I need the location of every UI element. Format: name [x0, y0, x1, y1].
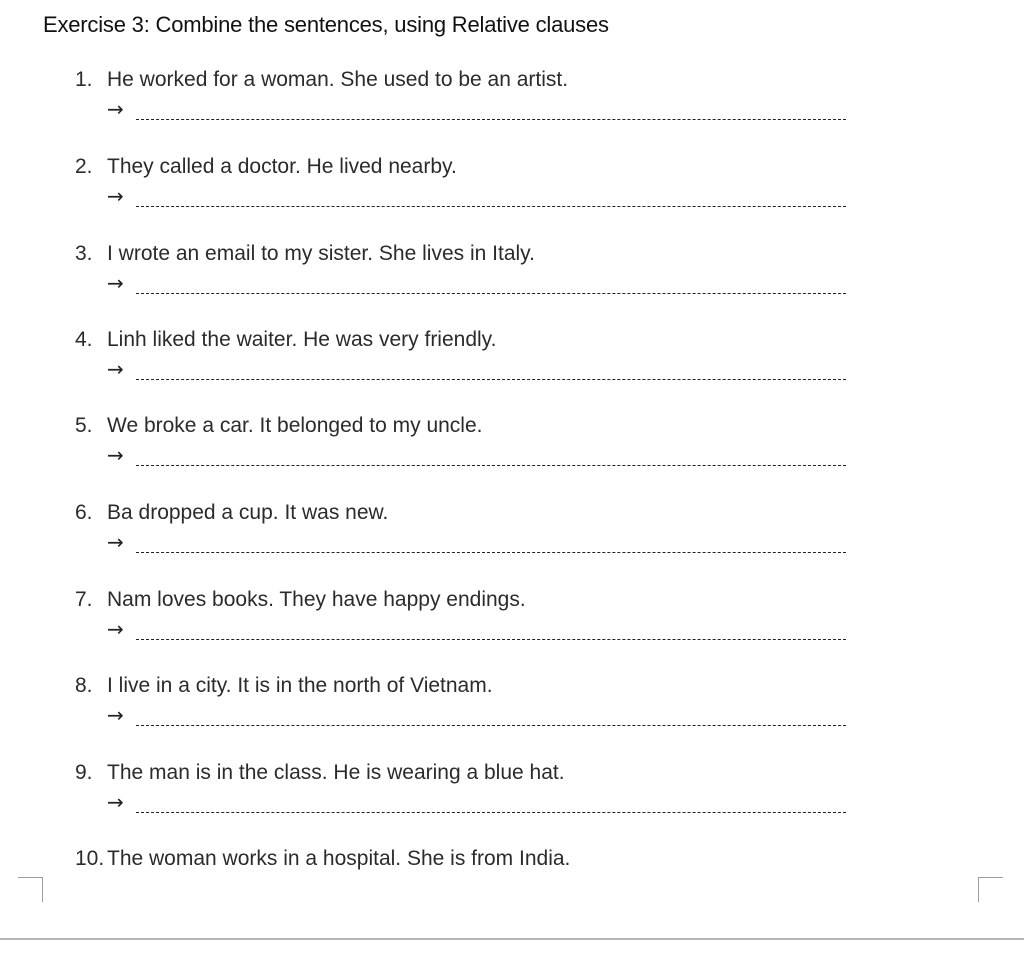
item-sentence: I live in a city. It is in the north of Vietnam. [107, 674, 493, 697]
item-number: 7. [75, 588, 93, 611]
answer-blank-line [136, 293, 846, 294]
exercise-item-7 [0, 588, 1024, 668]
item-sentence: I wrote an email to my sister. She lives in Italy. [107, 242, 535, 265]
arrow-icon: → [107, 357, 124, 381]
exercise-item-6 [0, 501, 1024, 581]
exercise-item-2 [0, 155, 1024, 235]
arrow-icon: → [107, 790, 124, 814]
exercise-item-5 [0, 414, 1024, 494]
exercise-item-1 [0, 68, 1024, 148]
arrow-icon: → [107, 530, 124, 554]
item-number: 9. [75, 761, 93, 784]
answer-row [107, 703, 847, 731]
answer-blank-line [136, 119, 846, 120]
answer-blank-line [136, 639, 846, 640]
item-sentence: The woman works in a hospital. She is from India. [107, 847, 571, 870]
arrow-icon: → [107, 184, 124, 208]
exercise-item-9 [0, 761, 1024, 841]
item-sentence: Nam loves books. They have happy endings. [107, 588, 526, 611]
exercise-item-3 [0, 242, 1024, 322]
item-number: 2. [75, 155, 93, 178]
arrow-icon: → [107, 703, 124, 727]
item-sentence: We broke a car. It belonged to my uncle. [107, 414, 483, 437]
item-number: 5. [75, 414, 93, 437]
item-sentence: Linh liked the waiter. He was very friendly. [107, 328, 497, 351]
exercise-item-4 [0, 328, 1024, 408]
item-sentence: The man is in the class. He is wearing a blue hat. [107, 761, 565, 784]
answer-blank-line [136, 725, 846, 726]
item-sentence: They called a doctor. He lived nearby. [107, 155, 457, 178]
answer-row [107, 97, 847, 125]
page-break-divider [0, 938, 1024, 940]
arrow-icon: → [107, 271, 124, 295]
answer-row [107, 617, 847, 645]
item-sentence: Ba dropped a cup. It was new. [107, 501, 389, 524]
item-number: 6. [75, 501, 93, 524]
item-number: 8. [75, 674, 93, 697]
answer-blank-line [136, 379, 846, 380]
answer-row [107, 184, 847, 212]
item-number: 10. [75, 847, 105, 870]
exercise-item-8 [0, 674, 1024, 754]
answer-blank-line [136, 465, 846, 466]
item-sentence: He worked for a woman. She used to be an artist. [107, 68, 569, 91]
answer-blank-line [136, 206, 846, 207]
page-margin-corner-right [978, 877, 1003, 902]
item-number: 4. [75, 328, 93, 351]
item-number: 1. [75, 68, 93, 91]
page-margin-corner-left [18, 877, 43, 902]
answer-row [107, 271, 847, 299]
exercise-item-10 [0, 847, 1024, 927]
answer-row [107, 790, 847, 818]
item-number: 3. [75, 242, 93, 265]
answer-blank-line [136, 812, 846, 813]
arrow-icon: → [107, 97, 124, 121]
arrow-icon: → [107, 617, 124, 641]
answer-row [107, 357, 847, 385]
arrow-icon: → [107, 443, 124, 467]
exercise-title: Exercise 3: Combine the sentences, using Relative clauses [43, 12, 609, 37]
answer-row [107, 530, 847, 558]
answer-blank-line [136, 552, 846, 553]
answer-row [107, 443, 847, 471]
